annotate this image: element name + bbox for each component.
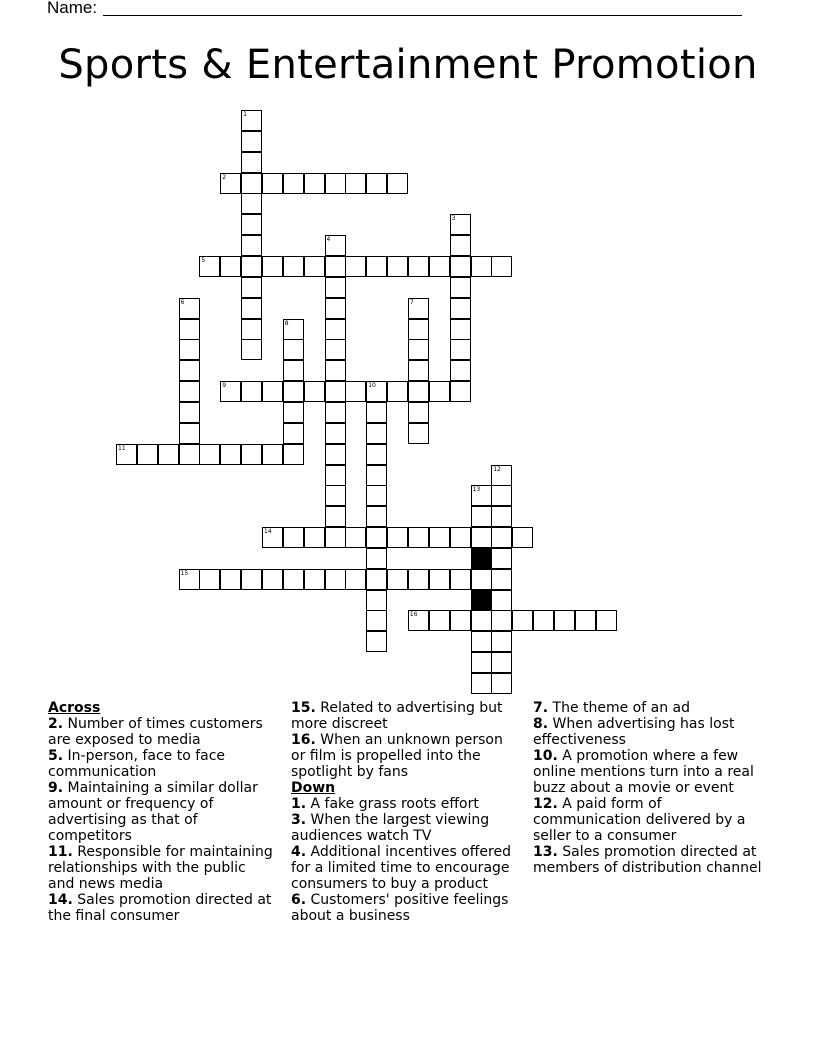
grid-cell[interactable] — [491, 590, 512, 611]
grid-cell[interactable] — [325, 235, 346, 256]
grid-cell[interactable] — [429, 381, 450, 402]
clue-text: A fake grass roots effort — [306, 796, 479, 812]
grid-cell[interactable] — [366, 506, 387, 527]
clue-item — [533, 700, 769, 716]
grid-cell[interactable] — [325, 319, 346, 340]
grid-cell[interactable] — [116, 444, 137, 465]
grid-cell[interactable] — [241, 173, 262, 194]
clues-column-2 — [291, 700, 519, 924]
grid-cell[interactable] — [241, 256, 262, 277]
clue-item — [291, 700, 519, 732]
down-heading: Down — [291, 780, 336, 796]
grid-cell[interactable] — [325, 485, 346, 506]
clue-text: Sales promotion directed at members of distribution channel — [533, 844, 762, 876]
grid-cell[interactable] — [408, 527, 429, 548]
clue-number-label: 15. — [291, 700, 316, 716]
grid-cell[interactable] — [241, 235, 262, 256]
clue-number: 11 — [118, 444, 126, 452]
name-label: Name: — [47, 0, 98, 17]
grid-cell[interactable] — [408, 339, 429, 360]
clue-item — [533, 796, 769, 844]
grid-cell[interactable] — [283, 527, 304, 548]
clue-number-label: 4. — [291, 844, 307, 860]
grid-cell[interactable] — [325, 423, 346, 444]
clue-item — [533, 716, 769, 748]
grid-cell[interactable] — [429, 610, 450, 631]
grid-cell[interactable] — [450, 381, 471, 402]
grid-cell[interactable] — [387, 173, 408, 194]
clue-item — [48, 780, 276, 844]
clue-text: When the largest viewing audiences watch TV — [291, 812, 490, 844]
grid-cell[interactable] — [408, 256, 429, 277]
clue-number-label: 8. — [533, 716, 549, 732]
clue-number: 2 — [222, 173, 227, 181]
grid-cell[interactable] — [179, 298, 200, 319]
grid-cell[interactable] — [325, 402, 346, 423]
clue-text: A promotion where a few online mentions turn into a real buzz about a movie or event — [533, 748, 754, 796]
grid-cell[interactable] — [304, 381, 325, 402]
grid-cell[interactable] — [220, 444, 241, 465]
grid-cell[interactable] — [366, 610, 387, 631]
clue-number-label: 13. — [533, 844, 558, 860]
grid-cell[interactable] — [325, 444, 346, 465]
clue-item — [533, 748, 769, 796]
grid-cell[interactable] — [512, 610, 533, 631]
grid-cell[interactable] — [345, 569, 366, 590]
clue-number-label: 7. — [533, 700, 549, 716]
grid-cell[interactable] — [471, 631, 492, 652]
grid-cell[interactable] — [366, 465, 387, 486]
grid-cell[interactable] — [241, 131, 262, 152]
grid-cell[interactable] — [325, 527, 346, 548]
grid-cell[interactable] — [387, 527, 408, 548]
grid-cell[interactable] — [345, 381, 366, 402]
clue-text: Responsible for maintaining relationships with the public and news media — [48, 844, 273, 892]
grid-cell[interactable] — [491, 465, 512, 486]
clue-number: 16 — [409, 611, 418, 619]
grid-cell[interactable] — [575, 610, 596, 631]
grid-cell[interactable] — [199, 444, 220, 465]
grid-cell[interactable] — [387, 381, 408, 402]
grid-cell[interactable] — [325, 298, 346, 319]
clue-text: Additional incentives offered for a limited time to encourage consumers to buy a product — [291, 844, 511, 892]
grid-cell[interactable] — [450, 298, 471, 319]
grid-cell[interactable] — [491, 548, 512, 569]
clue-number-label: 10. — [533, 748, 558, 764]
grid-cell[interactable] — [491, 569, 512, 590]
grid-cell[interactable] — [345, 256, 366, 277]
grid-cell[interactable] — [304, 527, 325, 548]
clue-item — [533, 844, 769, 876]
clue-number: 10 — [368, 382, 376, 390]
grid-cell[interactable] — [241, 569, 262, 590]
clue-number-label: 2. — [48, 716, 64, 732]
grid-cell[interactable] — [512, 527, 533, 548]
grid-cell[interactable] — [283, 402, 304, 423]
grid-cell[interactable] — [366, 548, 387, 569]
grid-cell[interactable] — [408, 298, 429, 319]
grid-cell[interactable] — [179, 444, 200, 465]
grid-cell[interactable] — [241, 444, 262, 465]
grid-cell[interactable] — [262, 444, 283, 465]
grid-cell[interactable] — [137, 444, 158, 465]
clue-number: 6 — [180, 298, 185, 306]
grid-cell[interactable] — [283, 256, 304, 277]
grid-cell[interactable] — [408, 610, 429, 631]
black-cell — [471, 548, 492, 569]
clue-number: 3 — [451, 215, 456, 223]
grid-cell[interactable] — [491, 485, 512, 506]
grid-cell[interactable] — [262, 173, 283, 194]
grid-cell[interactable] — [429, 569, 450, 590]
grid-cell[interactable] — [366, 444, 387, 465]
clue-number: 14 — [264, 528, 272, 535]
grid-cell[interactable] — [366, 381, 387, 402]
grid-cell[interactable] — [491, 527, 512, 548]
grid-cell[interactable] — [325, 339, 346, 360]
grid-cell[interactable] — [471, 652, 492, 673]
grid-cell[interactable] — [220, 381, 241, 402]
grid-cell[interactable] — [366, 485, 387, 506]
grid-cell[interactable] — [325, 465, 346, 486]
clue-number: 5 — [201, 257, 206, 264]
clue-text: Related to advertising but more discreet — [291, 700, 503, 732]
clue-number-label: 12. — [533, 796, 558, 812]
clue-number: 8 — [284, 319, 289, 327]
grid-cell[interactable] — [366, 631, 387, 652]
grid-cell[interactable] — [345, 527, 366, 548]
grid-cell[interactable] — [408, 423, 429, 444]
grid-cell[interactable] — [325, 506, 346, 527]
grid-cell[interactable] — [387, 569, 408, 590]
grid-cell[interactable] — [408, 381, 429, 402]
clue-number-label: 5. — [48, 748, 64, 764]
grid-cell[interactable] — [450, 360, 471, 381]
grid-cell[interactable] — [220, 173, 241, 194]
clue-item — [291, 844, 519, 892]
grid-cell[interactable] — [408, 402, 429, 423]
clue-number-label: 6. — [291, 892, 307, 908]
grid-cell[interactable] — [241, 381, 262, 402]
grid-cell[interactable] — [471, 506, 492, 527]
clue-text: Maintaining a similar dollar amount or frequency of advertising as that of competitors — [48, 780, 258, 844]
grid-cell[interactable] — [241, 277, 262, 298]
grid-cell[interactable] — [199, 256, 220, 277]
grid-cell[interactable] — [179, 381, 200, 402]
grid-cell[interactable] — [554, 610, 575, 631]
clue-item — [48, 748, 276, 780]
grid-cell[interactable] — [304, 173, 325, 194]
grid-cell[interactable] — [283, 319, 304, 340]
grid-cell[interactable] — [450, 235, 471, 256]
grid-cell[interactable] — [408, 319, 429, 340]
clue-item — [291, 892, 519, 924]
grid-cell[interactable] — [408, 569, 429, 590]
clue-text: Number of times customers are exposed to media — [48, 716, 263, 748]
grid-cell[interactable] — [241, 339, 262, 360]
clue-item — [48, 892, 276, 924]
clue-number-label: 14. — [48, 892, 73, 908]
clues-column-1 — [48, 700, 276, 924]
grid-cell[interactable] — [283, 423, 304, 444]
grid-cell[interactable] — [325, 277, 346, 298]
grid-cell[interactable] — [262, 527, 283, 548]
grid-cell[interactable] — [429, 527, 450, 548]
clue-text: In-person, face to face communication — [48, 748, 226, 780]
grid-cell[interactable] — [304, 569, 325, 590]
grid-cell[interactable] — [366, 402, 387, 423]
grid-cell[interactable] — [220, 569, 241, 590]
grid-cell[interactable] — [491, 631, 512, 652]
grid-cell[interactable] — [241, 319, 262, 340]
across-heading: Across — [48, 700, 101, 716]
grid-cell[interactable] — [366, 569, 387, 590]
grid-cell[interactable] — [283, 569, 304, 590]
grid-cell[interactable] — [179, 360, 200, 381]
clue-number: 4 — [326, 236, 331, 244]
grid-cell[interactable] — [158, 444, 179, 465]
grid-cell[interactable] — [596, 610, 617, 631]
grid-cell[interactable] — [471, 569, 492, 590]
grid-cell[interactable] — [179, 569, 200, 590]
grid-cell[interactable] — [471, 527, 492, 548]
grid-cell[interactable] — [491, 610, 512, 631]
grid-cell[interactable] — [241, 214, 262, 235]
grid-cell[interactable] — [345, 173, 366, 194]
grid-cell[interactable] — [283, 360, 304, 381]
clue-item — [291, 812, 519, 844]
grid-cell[interactable] — [241, 298, 262, 319]
clue-text: When advertising has lost effectiveness — [533, 716, 735, 748]
grid-cell[interactable] — [325, 256, 346, 277]
clue-number: 1 — [243, 111, 247, 118]
grid-cell[interactable] — [366, 173, 387, 194]
grid-cell[interactable] — [325, 569, 346, 590]
clue-item — [291, 796, 519, 812]
grid-cell[interactable] — [471, 485, 492, 506]
black-cell — [471, 590, 492, 611]
grid-cell[interactable] — [325, 360, 346, 381]
clue-text: Sales promotion directed at the final consumer — [48, 892, 272, 924]
grid-cell[interactable] — [366, 590, 387, 611]
grid-cell[interactable] — [450, 527, 471, 548]
clue-number: 15 — [180, 569, 189, 577]
grid-cell[interactable] — [533, 610, 554, 631]
clue-number-label: 3. — [291, 812, 307, 828]
grid-cell[interactable] — [491, 256, 512, 277]
grid-cell[interactable] — [471, 673, 492, 694]
clue-text: When an unknown person or film is propelled into the spotlight by fans — [291, 732, 503, 780]
grid-cell[interactable] — [325, 173, 346, 194]
grid-cell[interactable] — [179, 423, 200, 444]
grid-cell[interactable] — [491, 652, 512, 673]
grid-cell[interactable] — [179, 319, 200, 340]
grid-cell[interactable] — [408, 360, 429, 381]
grid-cell[interactable] — [262, 381, 283, 402]
grid-cell[interactable] — [366, 256, 387, 277]
grid-cell[interactable] — [262, 256, 283, 277]
grid-cell[interactable] — [366, 423, 387, 444]
grid-cell[interactable] — [241, 193, 262, 214]
grid-cell[interactable] — [471, 610, 492, 631]
grid-cell[interactable] — [450, 569, 471, 590]
grid-cell[interactable] — [262, 569, 283, 590]
clue-number: 12 — [493, 465, 501, 473]
grid-cell[interactable] — [450, 256, 471, 277]
grid-cell[interactable] — [491, 506, 512, 527]
clue-text: Customers' positive feelings about a business — [291, 892, 509, 924]
grid-cell[interactable] — [387, 256, 408, 277]
grid-cell[interactable] — [304, 256, 325, 277]
clue-number: 13 — [472, 486, 481, 494]
clue-item — [48, 844, 276, 892]
page-title: Sports & Entertainment Promotion — [58, 42, 758, 88]
grid-cell[interactable] — [450, 339, 471, 360]
grid-cell[interactable] — [283, 173, 304, 194]
clue-number: 9 — [222, 382, 227, 390]
clue-number-label: 16. — [291, 732, 316, 748]
clue-item — [48, 716, 276, 748]
grid-cell[interactable] — [283, 381, 304, 402]
grid-cell[interactable] — [283, 444, 304, 465]
grid-cell[interactable] — [429, 256, 450, 277]
grid-cell[interactable] — [241, 110, 262, 131]
clue-text: A paid form of communication delivered by a seller to a consumer — [533, 796, 746, 844]
grid-cell[interactable] — [450, 214, 471, 235]
clue-number-label: 9. — [48, 780, 64, 796]
grid-cell[interactable] — [179, 402, 200, 423]
clue-number-label: 11. — [48, 844, 73, 860]
grid-cell[interactable] — [241, 152, 262, 173]
clue-number-label: 1. — [291, 796, 307, 812]
grid-cell[interactable] — [450, 610, 471, 631]
clue-text: The theme of an ad — [548, 700, 690, 716]
clue-number: 7 — [409, 298, 414, 306]
grid-cell[interactable] — [220, 256, 241, 277]
grid-cell[interactable] — [179, 339, 200, 360]
grid-cell[interactable] — [199, 569, 220, 590]
grid-cell[interactable] — [471, 256, 492, 277]
grid-cell[interactable] — [366, 527, 387, 548]
grid-cell[interactable] — [450, 277, 471, 298]
clues-column-3 — [533, 700, 769, 876]
grid-cell[interactable] — [450, 319, 471, 340]
grid-cell[interactable] — [325, 381, 346, 402]
grid-cell[interactable] — [491, 673, 512, 694]
grid-cell[interactable] — [283, 339, 304, 360]
clue-item — [291, 732, 519, 780]
